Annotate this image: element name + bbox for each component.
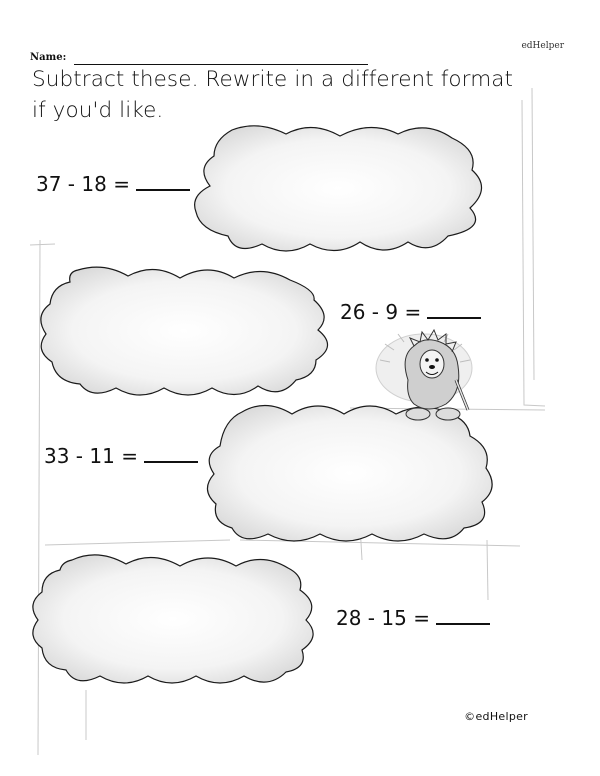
problem-4 — [336, 606, 490, 630]
answer-blank-4[interactable] — [436, 623, 490, 625]
answer-blank-3[interactable] — [144, 461, 198, 463]
answer-cloud-3[interactable] — [207, 405, 492, 541]
problem-1-expression: 37 - 18 = — [36, 172, 130, 196]
problem-2-expression: 26 - 9 = — [340, 300, 422, 324]
problem-4-expression: 28 - 15 = — [336, 606, 430, 630]
answer-blank-1[interactable] — [136, 189, 190, 191]
problem-3-expression: 33 - 11 = — [44, 444, 138, 468]
problem-1 — [36, 172, 190, 196]
brand-label: edHelper — [521, 41, 564, 51]
problem-2 — [340, 300, 481, 324]
answer-blank-2[interactable] — [427, 317, 481, 319]
answer-cloud-1[interactable] — [195, 126, 482, 251]
answer-cloud-2[interactable] — [41, 267, 328, 395]
copyright-footer: ©edHelper — [464, 710, 528, 723]
name-label: Name: — [30, 52, 67, 63]
instructions-text: Subtract these. Rewrite in a different format if you'd like. — [32, 67, 514, 123]
problem-3 — [44, 444, 198, 468]
answer-cloud-4[interactable] — [33, 555, 313, 683]
